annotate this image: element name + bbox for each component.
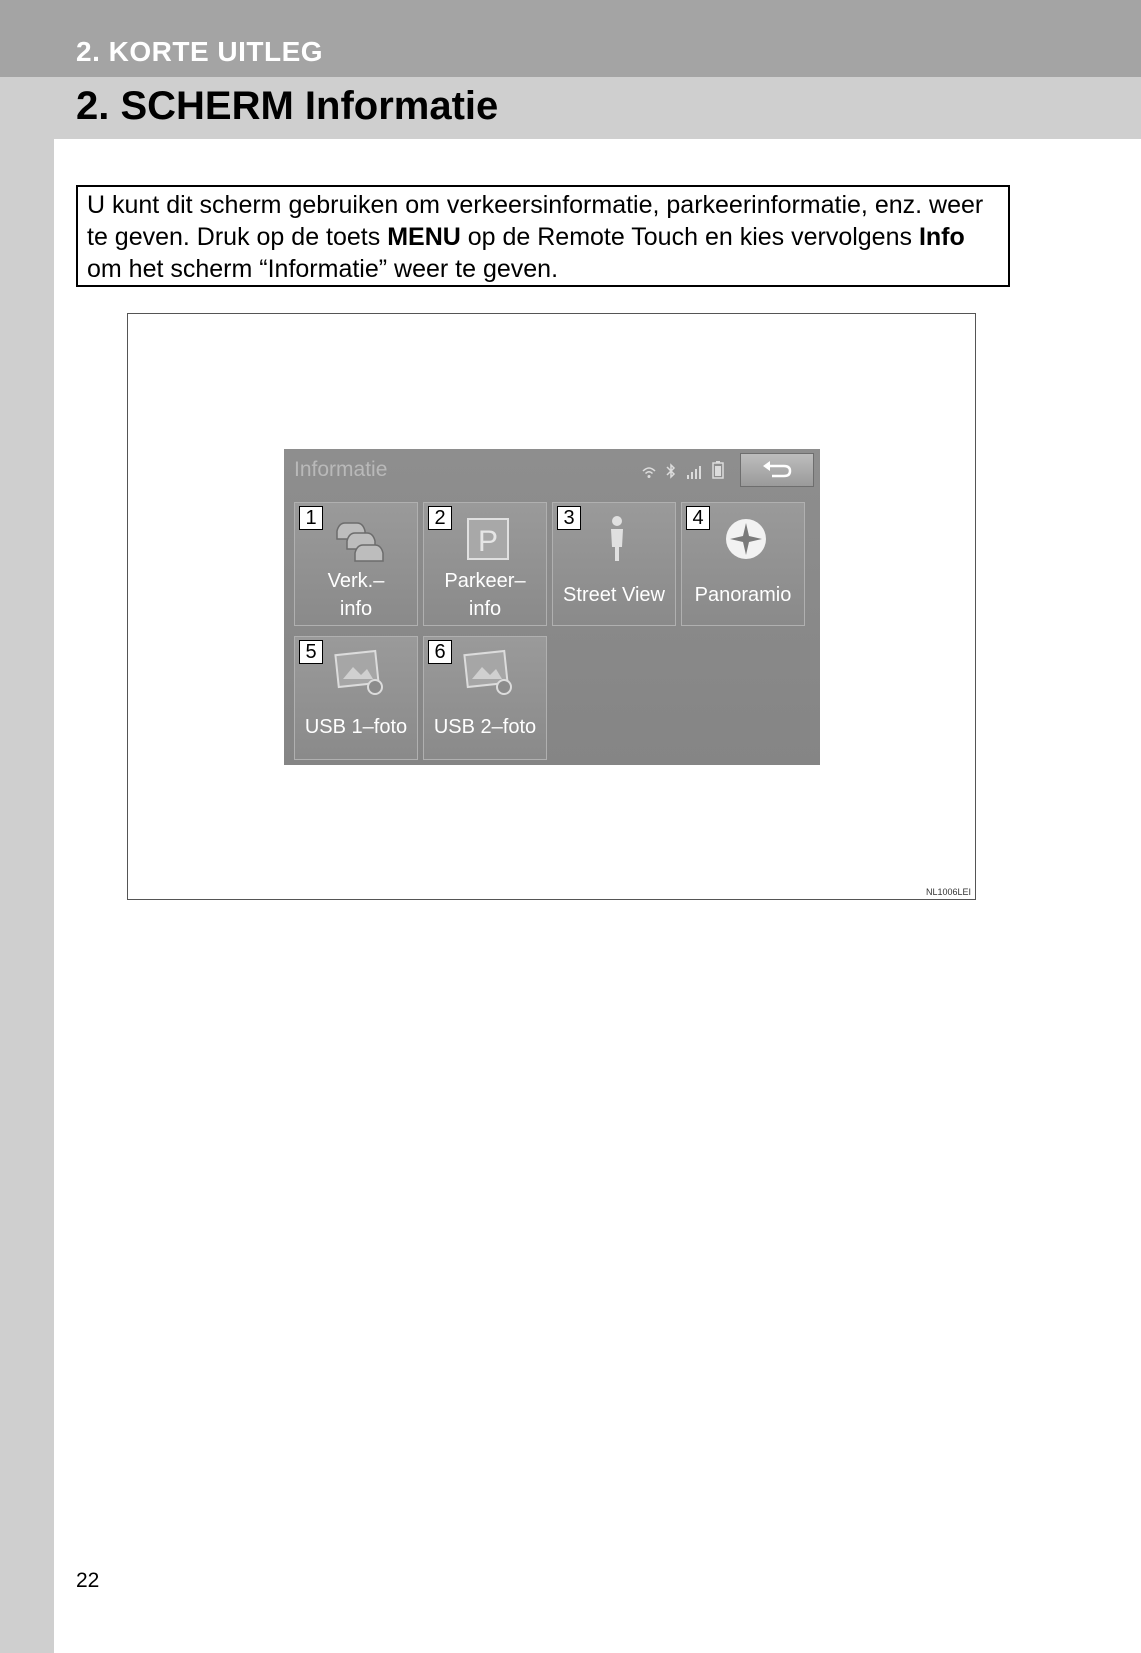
intro-text-1: U kunt dit scherm gebruiken om verkeersinformatie, parkeerinformatie, enz. weer te geven. Druk op de toets: [87, 191, 984, 251]
figure-frame: [127, 313, 976, 900]
svg-text:P: P: [477, 525, 499, 558]
tile-label: Verk.– info: [327, 570, 385, 620]
person-icon: [589, 511, 645, 567]
tile-number: 6: [428, 640, 452, 664]
photo-usb-icon: [331, 645, 387, 701]
tile-usb1-photo[interactable]: [294, 636, 418, 760]
tile-number: 5: [299, 640, 323, 664]
tile-usb2-photo[interactable]: [423, 636, 547, 760]
info-key-label: Info: [918, 223, 965, 251]
tile-label: Parkeer– info: [444, 570, 526, 620]
photo-usb-icon: [460, 645, 516, 701]
tile-traffic-info[interactable]: [294, 502, 418, 626]
tile-number: 3: [557, 506, 581, 530]
screen-title: Informatie: [294, 458, 388, 481]
tile-number: 1: [299, 506, 323, 530]
status-bar: [642, 461, 742, 481]
tile-label: Panoramio: [694, 584, 792, 606]
section-label: 2. KORTE UITLEG: [76, 36, 324, 67]
tile-label: Street View: [563, 584, 665, 606]
back-button[interactable]: [740, 453, 814, 487]
tile-label: USB 2–foto: [433, 716, 537, 738]
traffic-cars-icon: [331, 511, 387, 567]
page-number: 22: [76, 1569, 100, 1592]
parking-icon: [460, 511, 516, 567]
battery-icon: [712, 466, 724, 482]
wifi-icon: [642, 466, 660, 482]
info-screen: [284, 449, 820, 765]
compass-icon: [718, 511, 774, 567]
tile-number: 4: [686, 506, 710, 530]
intro-box: [76, 185, 1010, 287]
tile-number: 2: [428, 506, 452, 530]
intro-text-2: op de Remote Touch en kies vervolgens: [460, 223, 919, 251]
back-arrow-icon: [760, 456, 794, 481]
menu-key-label: MENU: [387, 223, 461, 251]
tile-label: USB 1–foto: [304, 716, 408, 738]
tile-panoramio[interactable]: [681, 502, 805, 626]
tile-street-view[interactable]: [552, 502, 676, 626]
page-margin: [0, 0, 54, 1653]
signal-icon: [686, 466, 706, 482]
tile-parking-info[interactable]: [423, 502, 547, 626]
page-title: 2. SCHERM Informatie: [76, 84, 499, 128]
intro-text-3: om het scherm “Informatie” weer te geven.: [87, 255, 559, 283]
bluetooth-icon: [666, 466, 680, 482]
figure-code: NL1006LEI: [925, 887, 971, 897]
